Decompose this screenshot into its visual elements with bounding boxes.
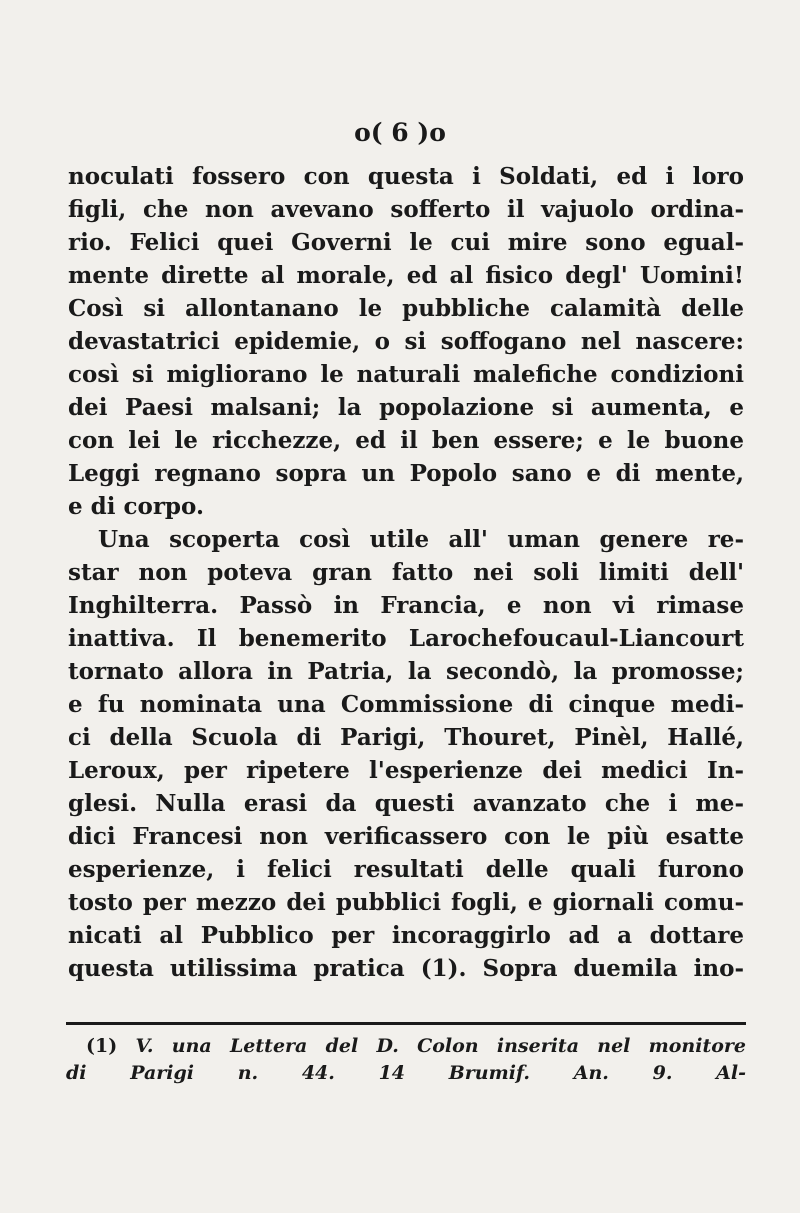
text-line: dei Paesi malsani; la popolazione si aumenta, e bbox=[68, 394, 744, 421]
footnote-marker: (1) bbox=[86, 1035, 118, 1057]
text-line: devastatrici epidemie, o si soffogano nel nascere: bbox=[68, 328, 744, 355]
text-line: inattiva. Il benemerito Larochefoucaul-Liancourt bbox=[68, 625, 744, 652]
text-line: rio. Felici quei Governi le cui mire sono egual- bbox=[68, 229, 744, 256]
text-line: Leggi regnano sopra un Popolo sano e di mente, bbox=[68, 460, 744, 487]
page-number: o( 6 )o bbox=[354, 118, 446, 147]
text-line: Così si allontanano le pubbliche calamità delle bbox=[68, 295, 744, 322]
text-line: esperienze, i felici resultati delle quali furono bbox=[68, 856, 744, 883]
text-line: glesi. Nulla erasi da questi avanzato che i me- bbox=[68, 790, 744, 817]
footnote-text: V. una Lettera del D. Colon inserita nel monitore bbox=[135, 1035, 746, 1057]
text-line: Leroux, per ripetere l'esperienze dei medici In- bbox=[68, 757, 744, 784]
text-line: dici Francesi non verificassero con le più esatte bbox=[68, 823, 744, 850]
text-line: nicati al Pubblico per incoraggirlo ad a dottare bbox=[68, 922, 744, 949]
paragraph-start-line: Una scoperta così utile all' uman genere re- bbox=[98, 526, 744, 553]
paragraph-end-line: e di corpo. bbox=[68, 493, 204, 520]
footnote-line-1 bbox=[86, 1033, 746, 1060]
footnote-divider bbox=[66, 1022, 746, 1025]
text-line: Inghilterra. Passò in Francia, e non vi rimase bbox=[68, 592, 744, 619]
text-line: ci della Scuola di Parigi, Thouret, Pinèl, Hallé, bbox=[68, 724, 744, 751]
catchword: Al- bbox=[716, 1062, 746, 1084]
text-line: tornato allora in Patria, la secondò, la promosse; bbox=[68, 658, 744, 685]
text-line: con lei le ricchezze, ed il ben essere; e le buone bbox=[68, 427, 744, 454]
footnote-citation: di Parigi n. 44. 14 Brumif. An. 9. bbox=[66, 1062, 673, 1084]
footnote bbox=[66, 1033, 746, 1087]
text-line: mente dirette al morale, ed al fisico degl' Uomini! bbox=[68, 262, 744, 289]
text-line: così si migliorano le naturali malefiche condizioni bbox=[68, 361, 744, 388]
text-line: noculati fossero con questa i Soldati, ed i loro bbox=[68, 163, 744, 190]
body-text bbox=[68, 160, 744, 985]
text-line: tosto per mezzo dei pubblici fogli, e giornali comu- bbox=[68, 889, 744, 916]
text-line: questa utilissima pratica (1). Sopra duemila ino- bbox=[68, 955, 744, 982]
footnote-line-2 bbox=[66, 1060, 746, 1087]
text-line: figli, che non avevano sofferto il vajuolo ordina- bbox=[68, 196, 744, 223]
text-line: e fu nominata una Commissione di cinque medi- bbox=[68, 691, 744, 718]
text-line: star non poteva gran fatto nei soli limiti dell' bbox=[68, 559, 744, 586]
